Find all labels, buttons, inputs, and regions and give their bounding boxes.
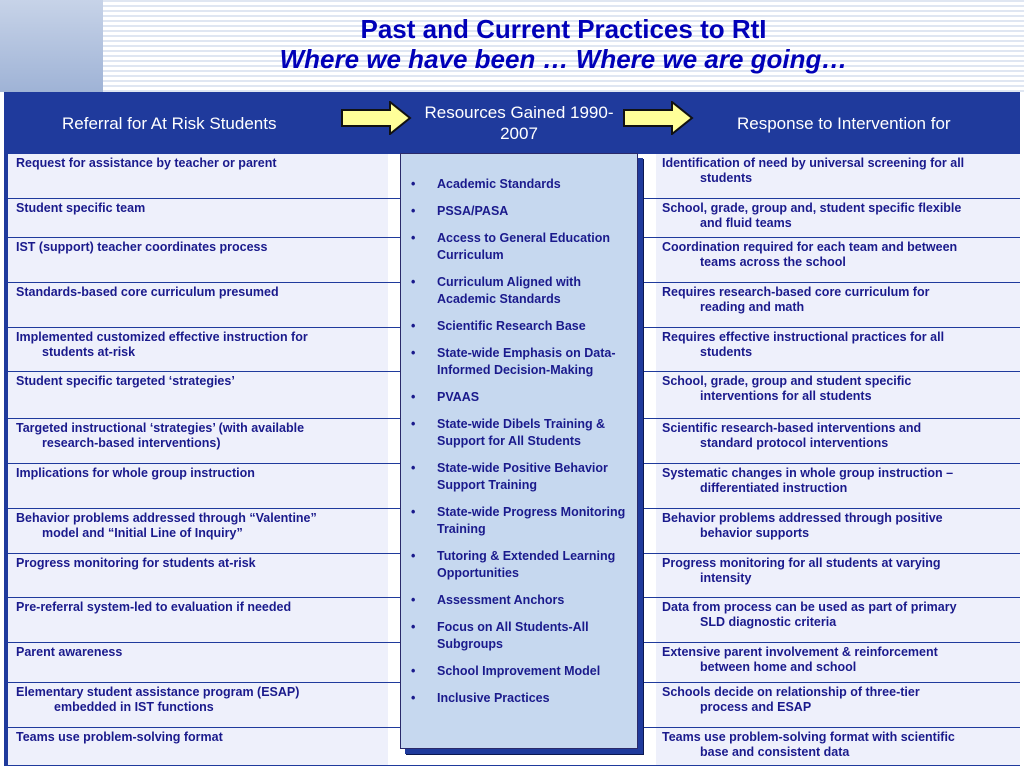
past-practice-cell <box>8 643 388 682</box>
past-practice-cell <box>8 683 388 727</box>
rti-practice-text: SLD diagnostic criteria <box>700 615 837 629</box>
past-practice-text: Student specific targeted ‘strategies’ <box>16 374 235 388</box>
bullet-icon: • <box>411 549 416 563</box>
rti-practice-text: standard protocol interventions <box>700 436 889 450</box>
rti-practice-text: Extensive parent involvement & reinforcement <box>662 645 938 659</box>
title-line-1: Past and Current Practices to RtI <box>360 14 767 44</box>
past-practice-cell <box>8 728 388 765</box>
resource-item <box>411 203 631 220</box>
rti-practice-text: Behavior problems addressed through positive <box>662 511 943 525</box>
rti-practice-text: Data from process can be used as part of primary <box>662 600 957 614</box>
bullet-icon: • <box>411 231 416 245</box>
past-practice-text: embedded in IST functions <box>54 700 214 714</box>
bullet-icon: • <box>411 505 416 519</box>
title-line-2: Where we have been … Where we are going… <box>279 44 848 74</box>
past-practice-text: Standards-based core curriculum presumed <box>16 285 279 299</box>
resource-text: State-wide Progress Monitoring Training <box>437 505 626 536</box>
resource-item <box>411 230 631 264</box>
bullet-icon: • <box>411 390 416 404</box>
past-practice-cell <box>8 372 388 418</box>
past-practice-text: Teams use problem-solving format <box>16 730 223 744</box>
header-rti: Response to Intervention for <box>737 114 951 133</box>
resource-item <box>411 504 631 538</box>
rti-practice-text: differentiated instruction <box>700 481 848 495</box>
bullet-icon: • <box>411 417 416 431</box>
rti-practice-cell <box>656 554 1020 597</box>
resource-text: PVAAS <box>437 390 480 404</box>
rti-practice-text: School, grade, group and, student specific flexible <box>662 201 962 215</box>
rti-practice-cell <box>656 598 1020 642</box>
bullet-icon: • <box>411 593 416 607</box>
past-practice-cell <box>8 464 388 508</box>
bullet-icon: • <box>411 620 416 634</box>
past-practice-text: Parent awareness <box>16 645 123 659</box>
past-practice-text: students at-risk <box>42 345 136 359</box>
bullet-icon: • <box>411 319 416 333</box>
bullet-icon: • <box>411 461 416 475</box>
rti-practice-cell <box>656 683 1020 727</box>
resource-item <box>411 663 631 680</box>
resource-item <box>411 274 631 308</box>
bullet-icon: • <box>411 691 416 705</box>
rti-practice-cell <box>656 464 1020 508</box>
rti-practice-text: Schools decide on relationship of three-tier <box>662 685 920 699</box>
resource-text: Curriculum Aligned with Academic Standards <box>437 275 581 306</box>
resource-item <box>411 619 631 653</box>
resource-item <box>411 592 631 609</box>
rti-practice-text: Requires effective instructional practices for all <box>662 330 945 344</box>
rti-practice-cell <box>656 328 1020 371</box>
past-practice-text: Request for assistance by teacher or parent <box>16 156 277 170</box>
past-practice-cell <box>8 238 388 282</box>
resource-text: PSSA/PASA <box>437 204 509 218</box>
rti-practice-text: behavior supports <box>700 526 810 540</box>
resource-text: State-wide Emphasis on Data-Informed Decision-Making <box>437 346 616 377</box>
past-practice-cell <box>8 154 388 198</box>
bullet-icon: • <box>411 346 416 360</box>
past-practice-cell <box>8 199 388 237</box>
resource-item <box>411 176 631 193</box>
past-practice-text: Elementary student assistance program (ESAP) <box>16 685 300 699</box>
resource-item <box>411 548 631 582</box>
bullet-icon: • <box>411 275 416 289</box>
past-practice-text: Behavior problems addressed through “Valentine” <box>16 511 317 525</box>
bullet-icon: • <box>411 177 416 191</box>
rti-practice-text: between home and school <box>700 660 857 674</box>
rti-practice-cell <box>656 154 1020 198</box>
resource-item <box>411 345 631 379</box>
bullet-icon: • <box>411 204 416 218</box>
resource-text: Academic Standards <box>437 177 561 191</box>
rti-practice-text: Scientific research-based interventions and <box>662 421 922 435</box>
rti-practice-text: reading and math <box>700 300 805 314</box>
resource-item <box>411 460 631 494</box>
header-resources: Resources Gained 1990-2007 <box>424 103 614 143</box>
past-practice-cell <box>8 328 388 371</box>
past-practice-text: IST (support) teacher coordinates process <box>16 240 268 254</box>
rti-practice-text: Coordination required for each team and between <box>662 240 958 254</box>
rti-practice-text: and fluid teams <box>700 216 792 230</box>
rti-practice-cell <box>656 199 1020 237</box>
rti-practice-text: base and consistent data <box>700 745 850 759</box>
rti-practice-text: Requires research-based core curriculum for <box>662 285 930 299</box>
bullet-icon: • <box>411 664 416 678</box>
rti-practice-text: students <box>700 171 753 185</box>
slide-title <box>103 14 1024 74</box>
past-practice-cell <box>8 419 388 463</box>
past-practice-cell <box>8 598 388 642</box>
resources-gained-box <box>400 153 638 749</box>
rti-practice-text: Progress monitoring for all students at varying <box>662 556 941 570</box>
past-practice-text: Implications for whole group instruction <box>16 466 255 480</box>
past-practice-text: research-based interventions) <box>42 436 221 450</box>
resource-item <box>411 389 631 406</box>
left-decorative-panel <box>0 0 103 92</box>
past-practice-text: Implemented customized effective instruction for <box>16 330 308 344</box>
resource-text: Access to General Education Curriculum <box>437 231 610 262</box>
right-arrow-icon <box>622 101 694 135</box>
rti-practice-text: students <box>700 345 753 359</box>
past-practice-text: model and “Initial Line of Inquiry” <box>42 526 243 540</box>
resource-text: State-wide Dibels Training & Support for All Students <box>437 417 606 448</box>
rti-practice-cell <box>656 728 1020 765</box>
right-arrow-icon <box>340 101 412 135</box>
resource-text: State-wide Positive Behavior Support Training <box>437 461 608 492</box>
rti-practice-text: Systematic changes in whole group instruction – <box>662 466 954 480</box>
past-practice-cell <box>8 283 388 327</box>
past-practice-text: Student specific team <box>16 201 146 215</box>
rti-practice-text: Identification of need by universal screening for all <box>662 156 965 170</box>
past-practice-text: Progress monitoring for students at-risk <box>16 556 256 570</box>
resource-text: Tutoring & Extended Learning Opportunities <box>437 549 616 580</box>
rti-practice-text: process and ESAP <box>700 700 812 714</box>
rti-practice-text: intensity <box>700 571 752 585</box>
resources-list <box>401 154 637 707</box>
resource-text: Scientific Research Base <box>437 319 586 333</box>
past-practice-text: Pre-referral system-led to evaluation if needed <box>16 600 292 614</box>
resource-text: Assessment Anchors <box>437 593 565 607</box>
rti-practice-text: Teams use problem-solving format with scientific <box>662 730 955 744</box>
rti-practice-cell <box>656 419 1020 463</box>
rti-practice-cell <box>656 372 1020 418</box>
rti-practice-text: School, grade, group and student specific <box>662 374 912 388</box>
header-referral: Referral for At Risk Students <box>62 114 277 133</box>
rti-practice-text: interventions for all students <box>700 389 872 403</box>
resource-text: Inclusive Practices <box>437 691 550 705</box>
past-practice-cell <box>8 509 388 553</box>
resource-item <box>411 318 631 335</box>
rti-practice-text: teams across the school <box>700 255 846 269</box>
resource-text: School Improvement Model <box>437 664 601 678</box>
rti-practice-cell <box>656 283 1020 327</box>
resource-item <box>411 690 631 707</box>
past-practice-text: Targeted instructional ‘strategies’ (with available <box>16 421 305 435</box>
resource-item <box>411 416 631 450</box>
rti-practice-cell <box>656 509 1020 553</box>
rti-practice-cell <box>656 643 1020 682</box>
rti-practice-cell <box>656 238 1020 282</box>
resource-text: Focus on All Students-All Subgroups <box>437 620 589 651</box>
past-practice-cell <box>8 554 388 597</box>
